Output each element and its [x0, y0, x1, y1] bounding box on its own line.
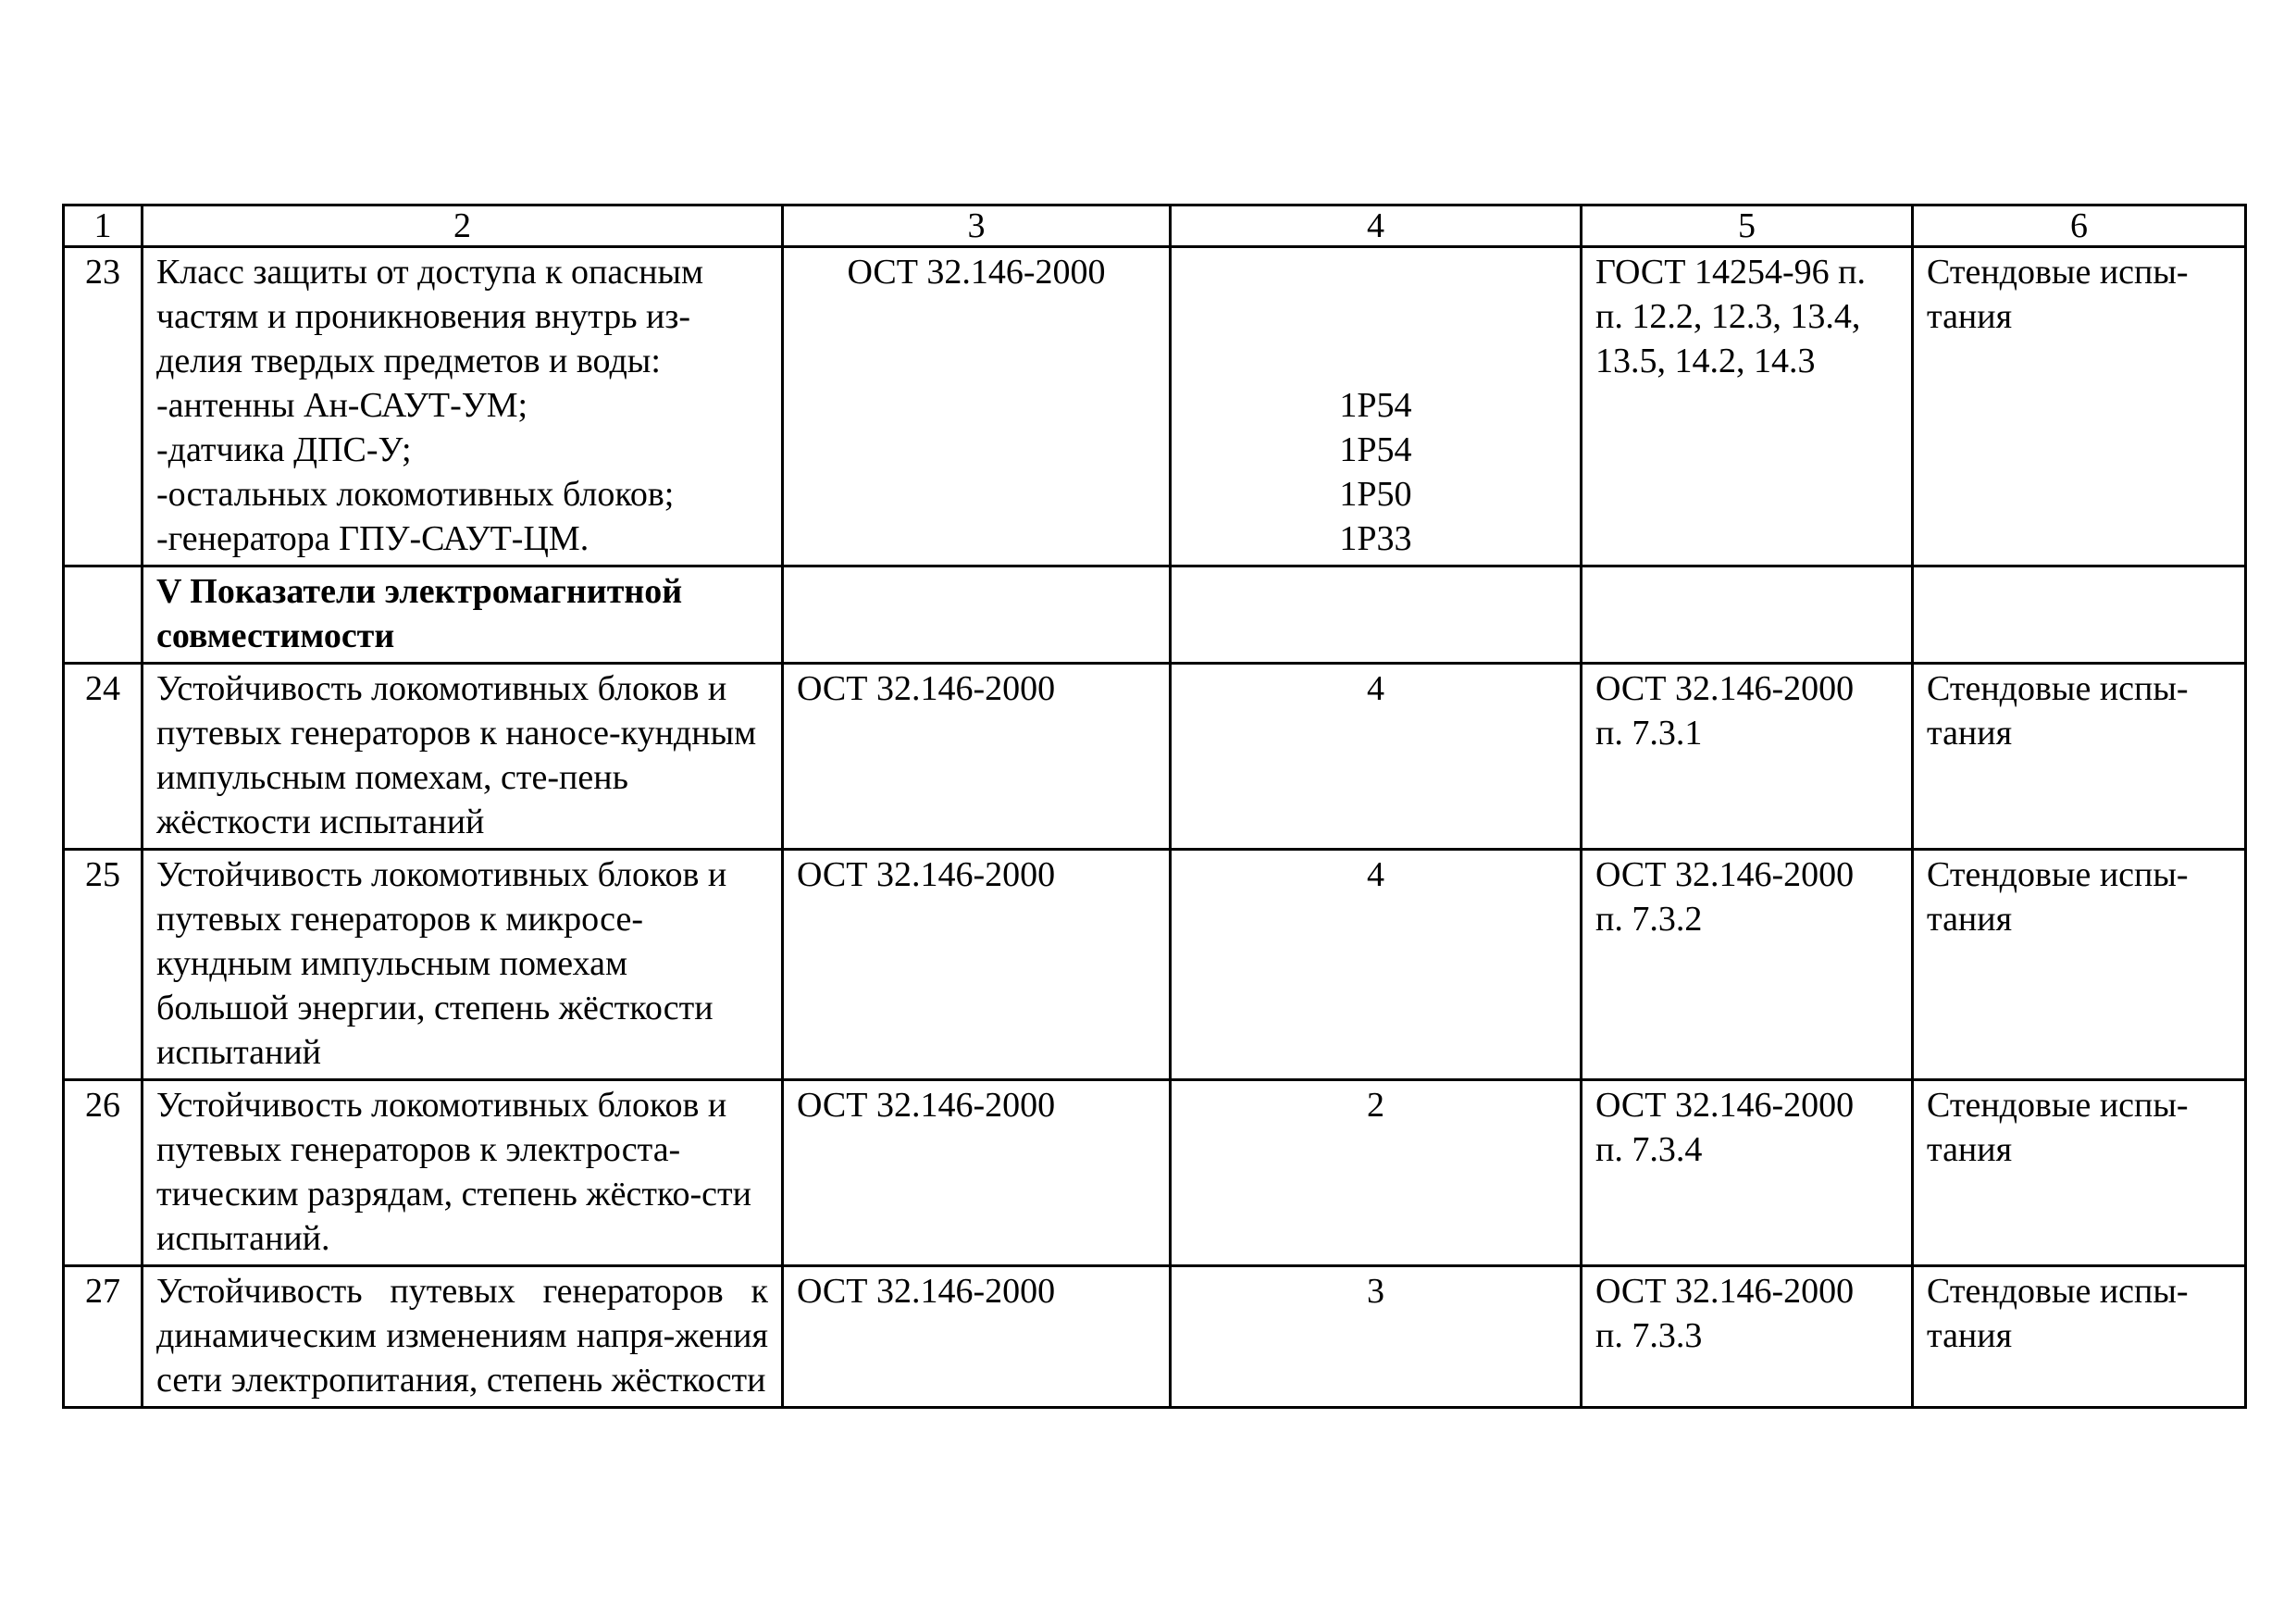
column-header-4: 4 [1171, 205, 1582, 247]
row-value: 1P54 1P54 1P50 1P33 [1171, 247, 1582, 566]
row-test-type: Стендовые испы-тания [1913, 1080, 2246, 1266]
row-number: 24 [64, 664, 143, 850]
row-test-type: Стендовые испы-тания [1913, 850, 2246, 1080]
column-header-3: 3 [783, 205, 1171, 247]
row-test-method [1582, 566, 1913, 664]
row-test-type: Стендовые испы-тания [1913, 664, 2246, 850]
column-header-5: 5 [1582, 205, 1913, 247]
row-standard: ОСТ 32.146-2000 [783, 1080, 1171, 1266]
row-value: 4 [1171, 850, 1582, 1080]
row-description: Устойчивость локомотивных блоков и путевых генераторов к наносе-кундным импульсным помехам, сте-пень жёсткости испытаний [143, 664, 783, 850]
header-row [64, 205, 2246, 247]
row-value: 3 [1171, 1266, 1582, 1408]
column-header-1: 1 [64, 205, 143, 247]
row-standard: ОСТ 32.146-2000 [783, 247, 1171, 566]
row-value: 2 [1171, 1080, 1582, 1266]
row-test-method: ОСТ 32.146-2000 п. 7.3.3 [1582, 1266, 1913, 1408]
table-row [64, 1080, 2246, 1266]
column-header-6: 6 [1913, 205, 2246, 247]
row-test-method: ОСТ 32.146-2000 п. 7.3.1 [1582, 664, 1913, 850]
table-row [64, 850, 2246, 1080]
row-value [1171, 566, 1582, 664]
row-test-type: Стендовые испы-тания [1913, 247, 2246, 566]
row-number: 27 [64, 1266, 143, 1408]
row-standard: ОСТ 32.146-2000 [783, 1266, 1171, 1408]
row-description: Устойчивость локомотивных блоков и путевых генераторов к электроста-тическим разрядам, степень жёстко-сти испытаний. [143, 1080, 783, 1266]
row-test-method: ОСТ 32.146-2000 п. 7.3.4 [1582, 1080, 1913, 1266]
column-header-2: 2 [143, 205, 783, 247]
requirements-table [62, 204, 2247, 1409]
row-test-method: ГОСТ 14254-96 п. п. 12.2, 12.3, 13.4, 13.5, 14.2, 14.3 [1582, 247, 1913, 566]
row-test-method: ОСТ 32.146-2000 п. 7.3.2 [1582, 850, 1913, 1080]
row-standard [783, 566, 1171, 664]
section-title: V Показатели электромагнитной совместимости [143, 566, 783, 664]
row-test-type: Стендовые испы-тания [1913, 1266, 2246, 1408]
row-test-type [1913, 566, 2246, 664]
table-row [64, 1266, 2246, 1408]
row-value: 4 [1171, 664, 1582, 850]
table-row [64, 664, 2246, 850]
row-number [64, 566, 143, 664]
row-standard: ОСТ 32.146-2000 [783, 850, 1171, 1080]
row-description: Устойчивость локомотивных блоков и путевых генераторов к микросе-кундным импульсным помехам большой энергии, степень жёсткости испытаний [143, 850, 783, 1080]
row-description: Класс защиты от доступа к опасным частям и проникновения внутрь из-делия твердых предметов и воды: -антенны Ан-САУТ-УМ; -датчика ДПС-У; -остальных локомотивных блоков; -генератора ГПУ-САУТ-ЦМ. [143, 247, 783, 566]
table-row [64, 247, 2246, 566]
section-row [64, 566, 2246, 664]
row-number: 25 [64, 850, 143, 1080]
row-description: Устойчивость путевых генераторов к динамическим изменениям напря-жения сети электропитания, степень жёсткости [143, 1266, 783, 1408]
row-number: 23 [64, 247, 143, 566]
row-standard: ОСТ 32.146-2000 [783, 664, 1171, 850]
row-number: 26 [64, 1080, 143, 1266]
